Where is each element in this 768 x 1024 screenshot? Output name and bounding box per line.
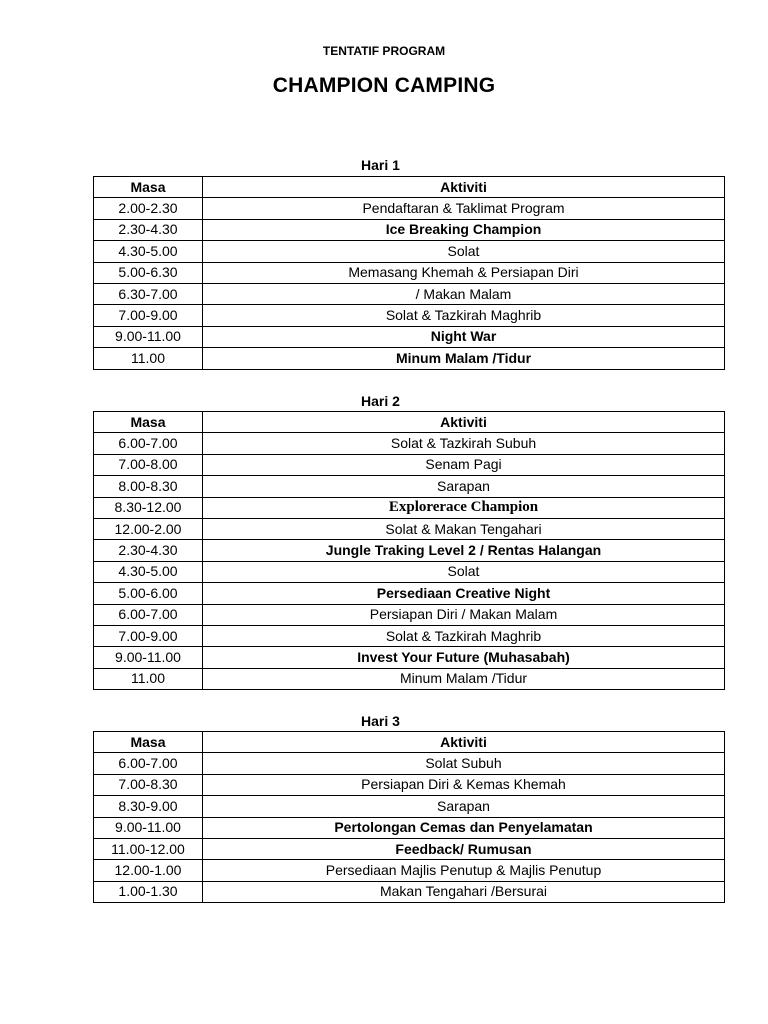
time-cell: 8.30-9.00 [94, 796, 203, 817]
time-cell: 12.00-1.00 [94, 860, 203, 881]
table-row [94, 796, 725, 817]
table-header-row [94, 412, 725, 433]
activity-cell: Solat & Tazkirah Maghrib [203, 625, 725, 646]
table-row [94, 668, 725, 689]
table-row [94, 348, 725, 369]
time-cell: 7.00-8.30 [94, 774, 203, 795]
schedule-table [93, 731, 725, 903]
activity-cell: Minum Malam /Tidur [203, 348, 725, 369]
activity-cell: Solat & Tazkirah Maghrib [203, 305, 725, 326]
time-cell: 5.00-6.30 [94, 262, 203, 283]
column-header-time: Masa [94, 732, 203, 753]
activity-cell: Ice Breaking Champion [203, 219, 725, 240]
time-cell: 8.00-8.30 [94, 476, 203, 497]
table-row [94, 561, 725, 582]
activity-cell: Explorerace Champion [203, 497, 725, 518]
activity-cell: Solat & Makan Tengahari [203, 518, 725, 539]
table-row [94, 838, 725, 859]
activity-cell: / Makan Malam [203, 283, 725, 304]
table-header-row [94, 177, 725, 198]
day-heading: Hari 3 [361, 713, 400, 729]
column-header-time: Masa [94, 177, 203, 198]
table-row [94, 283, 725, 304]
table-row [94, 518, 725, 539]
time-cell: 12.00-2.00 [94, 518, 203, 539]
activity-cell: Jungle Traking Level 2 / Rentas Halangan [203, 540, 725, 561]
time-cell: 6.00-7.00 [94, 433, 203, 454]
table-row [94, 817, 725, 838]
activity-cell: Makan Tengahari /Bersurai [203, 881, 725, 902]
table-row [94, 881, 725, 902]
time-cell: 4.30-5.00 [94, 561, 203, 582]
time-cell: 9.00-11.00 [94, 647, 203, 668]
table-row [94, 241, 725, 262]
column-header-activity: Aktiviti [203, 177, 725, 198]
table-row [94, 198, 725, 219]
table-row [94, 604, 725, 625]
column-header-activity: Aktiviti [203, 732, 725, 753]
time-cell: 6.30-7.00 [94, 283, 203, 304]
activity-cell: Solat Subuh [203, 753, 725, 774]
activity-cell: Sarapan [203, 796, 725, 817]
activity-cell: Senam Pagi [203, 454, 725, 475]
time-cell: 11.00 [94, 348, 203, 369]
table-row [94, 326, 725, 347]
activity-cell: Minum Malam /Tidur [203, 668, 725, 689]
table-row [94, 476, 725, 497]
activity-cell: Persediaan Majlis Penutup & Majlis Penutup [203, 860, 725, 881]
time-cell: 11.00-12.00 [94, 838, 203, 859]
activity-cell: Pertolongan Cemas dan Penyelamatan [203, 817, 725, 838]
time-cell: 7.00-9.00 [94, 625, 203, 646]
time-cell: 1.00-1.30 [94, 881, 203, 902]
time-cell: 6.00-7.00 [94, 604, 203, 625]
activity-cell: Feedback/ Rumusan [203, 838, 725, 859]
activity-cell: Solat [203, 561, 725, 582]
table-row [94, 753, 725, 774]
activity-cell: Sarapan [203, 476, 725, 497]
table-row [94, 774, 725, 795]
time-cell: 9.00-11.00 [94, 817, 203, 838]
column-header-time: Masa [94, 412, 203, 433]
time-cell: 9.00-11.00 [94, 326, 203, 347]
table-row [94, 625, 725, 646]
table-row [94, 860, 725, 881]
activity-cell: Persediaan Creative Night [203, 583, 725, 604]
activity-cell: Memasang Khemah & Persiapan Diri [203, 262, 725, 283]
day-heading: Hari 1 [361, 157, 400, 173]
time-cell: 8.30-12.00 [94, 497, 203, 518]
table-row [94, 305, 725, 326]
time-cell: 6.00-7.00 [94, 753, 203, 774]
activity-cell: Invest Your Future (Muhasabah) [203, 647, 725, 668]
time-cell: 2.00-2.30 [94, 198, 203, 219]
table-header-row [94, 732, 725, 753]
time-cell: 7.00-9.00 [94, 305, 203, 326]
activity-cell: Persiapan Diri / Makan Malam [203, 604, 725, 625]
table-row [94, 647, 725, 668]
table-row [94, 497, 725, 518]
time-cell: 2.30-4.30 [94, 540, 203, 561]
document-subtitle: TENTATIF PROGRAM [322, 44, 446, 58]
schedule-table [93, 176, 725, 370]
table-row [94, 262, 725, 283]
activity-cell: Night War [203, 326, 725, 347]
time-cell: 2.30-4.30 [94, 219, 203, 240]
table-row [94, 433, 725, 454]
time-cell: 11.00 [94, 668, 203, 689]
table-row [94, 219, 725, 240]
table-row [94, 540, 725, 561]
time-cell: 5.00-6.00 [94, 583, 203, 604]
activity-cell: Solat & Tazkirah Subuh [203, 433, 725, 454]
table-row [94, 454, 725, 475]
activity-cell: Persiapan Diri & Kemas Khemah [203, 774, 725, 795]
activity-cell: Pendaftaran & Taklimat Program [203, 198, 725, 219]
time-cell: 7.00-8.00 [94, 454, 203, 475]
activity-cell: Solat [203, 241, 725, 262]
time-cell: 4.30-5.00 [94, 241, 203, 262]
document-title: CHAMPION CAMPING [272, 74, 496, 97]
table-row [94, 583, 725, 604]
column-header-activity: Aktiviti [203, 412, 725, 433]
schedule-table [93, 411, 725, 690]
day-heading: Hari 2 [361, 393, 400, 409]
